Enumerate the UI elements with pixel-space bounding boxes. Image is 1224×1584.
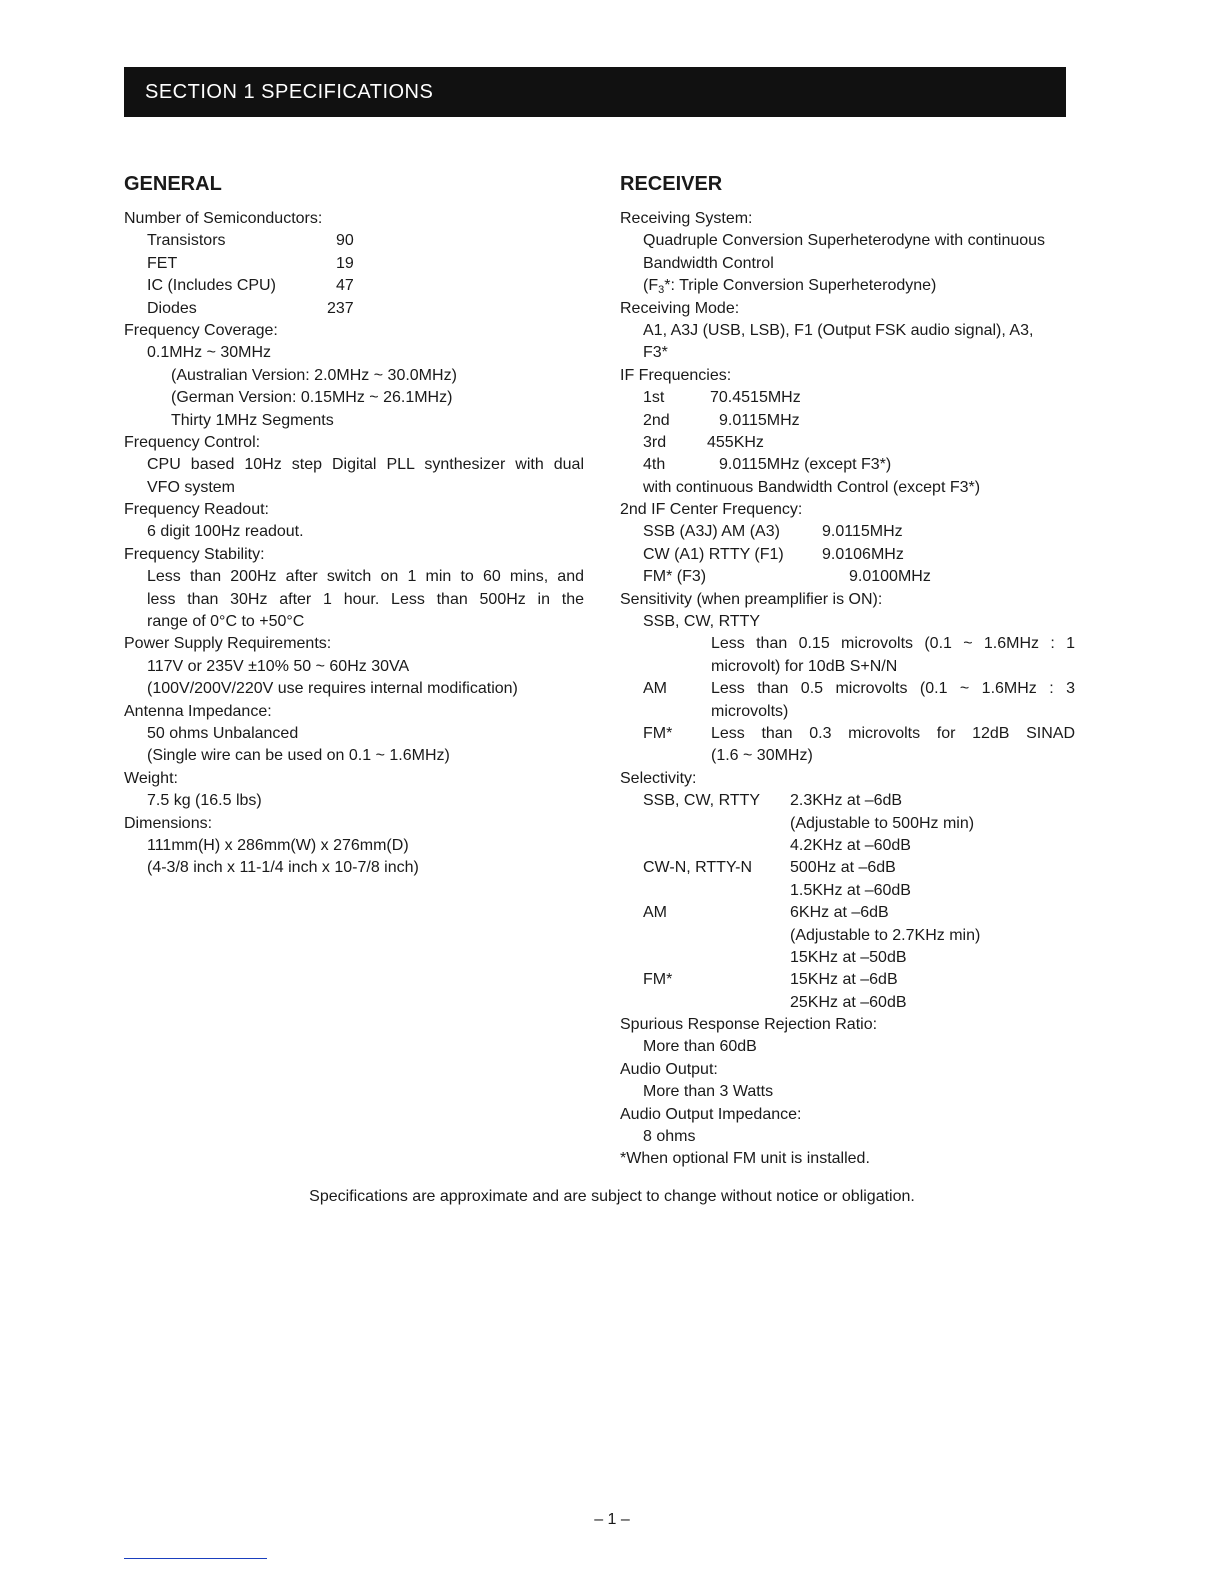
selectivity-row [620,835,1075,857]
selectivity-mode: FM* [643,971,673,989]
receiving-system-pre: (F [643,277,659,295]
receiving-mode-label: Receiving Mode: [620,299,740,317]
receiving-mode-line: A1, A3J (USB, LSB), F1 (Output FSK audio signal), A3, [643,321,1034,339]
selectivity-value: 15KHz at –50dB [790,948,907,966]
if-stage: 3rd [643,433,667,451]
power-label: Power Supply Requirements: [124,635,332,653]
semiconductor-name: FET [147,254,178,272]
spurious-label: Spurious Response Rejection Ratio: [620,1016,878,1034]
freq-stability-label: Frequency Stability: [124,545,265,563]
sensitivity-line: microvolt) for 10dB S+N/N [711,657,898,675]
selectivity-row [620,947,1075,969]
selectivity-mode: SSB, CW, RTTY [643,792,761,810]
selectivity-label: Selectivity: [620,769,697,787]
selectivity-value: 6KHz at –6dB [790,904,889,922]
section-title: SECTION 1 SPECIFICATIONS [145,81,434,103]
selectivity-value: 500Hz at –6dB [790,859,896,877]
if2-row [620,544,1075,566]
semiconductor-name: IC (Includes CPU) [147,277,276,295]
if2-value: 9.0100MHz [849,568,931,586]
if-value: 9.0115MHz [719,411,800,429]
sensitivity-text: Less than 0.5 microvolts (0.1 ~ 1.6MHz : 3 [711,680,1075,698]
selectivity-value: 2.3KHz at –6dB [790,792,903,810]
dimensions-line: (4-3/8 inch x 11-1/4 inch x 10-7/8 inch) [147,859,419,877]
selectivity-row [620,969,1075,991]
selectivity-row [620,902,1075,924]
if2-mode: SSB (A3J) AM (A3) [643,523,780,541]
if-row [620,387,1075,409]
sensitivity-line: (1.6 ~ 30MHz) [711,747,813,765]
antenna-line: (Single wire can be used on 0.1 ~ 1.6MHz) [147,747,450,765]
antenna-line: 50 ohms Unbalanced [147,724,299,742]
selectivity-value: (Adjustable to 2.7KHz min) [790,926,981,944]
sensitivity-row [620,723,1075,745]
audio-impedance-label: Audio Output Impedance: [620,1105,802,1123]
receiving-system-line: Bandwidth Control [643,254,774,272]
selectivity-value: 1.5KHz at –60dB [790,881,911,899]
selectivity-row [620,790,1075,812]
receiver-heading: RECEIVER [620,173,723,195]
semiconductor-count: 90 [336,232,354,250]
semiconductor-count: 19 [336,254,354,272]
freq-australian: (Australian Version: 2.0MHz ~ 30.0MHz) [171,366,457,384]
receiving-system-line [620,275,1075,297]
semiconductor-count: 47 [336,277,354,295]
sensitivity-mode: AM [643,680,667,698]
freq-control-line: VFO system [147,478,236,496]
if2-label: 2nd IF Center Frequency: [620,501,803,519]
semiconductor-name: Transistors [147,232,226,250]
selectivity-row [620,925,1075,947]
sensitivity-label: Sensitivity (when preamplifier is ON): [620,590,883,608]
selectivity-value: 15KHz at –6dB [790,971,898,989]
if2-row [620,566,1075,588]
weight-label: Weight: [124,769,178,787]
selectivity-row [620,880,1075,902]
receiving-system-label: Receiving System: [620,210,753,227]
if-value: 9.0115MHz (except F3*) [719,456,892,474]
receiving-system-sub: 3 [658,284,665,297]
if2-mode: CW (A1) RTTY (F1) [643,545,784,563]
freq-readout: 6 digit 100Hz readout. [147,523,304,541]
freq-coverage: 0.1MHz ~ 30MHz [147,344,272,362]
if2-value: 9.0115MHz [822,523,903,541]
freq-coverage-label: Frequency Coverage: [124,321,278,339]
fm-unit-note: *When optional FM unit is installed. [620,1150,870,1168]
if-note: with continuous Bandwidth Control (except F3*) [643,478,981,496]
semiconductor-row [124,253,584,275]
if2-value: 9.0106MHz [822,545,904,563]
semiconductor-row [124,275,584,297]
selectivity-mode: CW-N, RTTY-N [643,859,753,877]
section-title-banner [124,67,1066,117]
if-frequencies-label: IF Frequencies: [620,366,732,384]
if-stage: 2nd [643,411,670,429]
semiconductor-name: Diodes [147,299,197,317]
if-value: 455KHz [707,433,764,451]
dimensions-line: 111mm(H) x 286mm(W) x 276mm(D) [147,836,409,854]
dimensions-label: Dimensions: [124,814,213,832]
receiver-column [620,170,1075,1171]
antenna-label: Antenna Impedance: [124,702,272,720]
selectivity-value: 25KHz at –60dB [790,993,907,1011]
semiconductor-row [124,298,584,320]
page-number: – 1 – [594,1511,630,1528]
sensitivity-line [620,633,1075,655]
freq-readout-label: Frequency Readout: [124,501,269,519]
audio-output-label: Audio Output: [620,1060,718,1078]
bottom-rule [124,1558,267,1559]
selectivity-value: (Adjustable to 500Hz min) [790,814,975,832]
sensitivity-mode: SSB, CW, RTTY [643,613,761,631]
general-column [124,170,584,880]
receiving-system-post: *: Triple Conversion Superheterodyne) [664,277,937,295]
semiconductor-row [124,230,584,252]
if2-mode: FM* (F3) [643,568,707,586]
if-value: 70.4515MHz [710,389,801,407]
sensitivity-row [620,678,1075,700]
if-row [620,410,1075,432]
general-heading: GENERAL [124,173,222,195]
receiving-mode-line: F3* [643,344,668,362]
freq-german: (German Version: 0.15MHz ~ 26.1MHz) [171,389,453,407]
selectivity-value: 4.2KHz at –60dB [790,836,911,854]
specifications-disclaimer: Specifications are approximate and are subject to change without notice or obligation. [309,1188,915,1205]
if2-row [620,521,1075,543]
spurious-value: More than 60dB [643,1038,757,1056]
freq-control-line: CPU based 10Hz step Digital PLL synthesizer with dual [147,456,584,474]
weight-value: 7.5 kg (16.5 lbs) [147,792,262,810]
sensitivity-mode: FM* [643,724,673,742]
sensitivity-text: Less than 0.15 microvolts (0.1 ~ 1.6MHz : 1 [711,635,1075,653]
if-row [620,432,1075,454]
freq-segments: Thirty 1MHz Segments [171,411,334,429]
audio-output-value: More than 3 Watts [643,1083,774,1101]
selectivity-row [620,992,1075,1014]
sensitivity-text: Less than 0.3 microvolts for 12dB SINAD [711,724,1075,742]
sensitivity-line: microvolts) [711,702,789,720]
power-line: 117V or 235V ±10% 50 ~ 60Hz 30VA [147,657,410,675]
selectivity-row [620,857,1075,879]
freq-control-label: Frequency Control: [124,433,261,451]
audio-impedance-value: 8 ohms [643,1128,696,1146]
freq-stability-line: Less than 200Hz after switch on 1 min to 60 mins, and [147,568,584,586]
if-stage: 1st [643,389,665,407]
receiving-system-line: Quadruple Conversion Superheterodyne with continuous [643,232,1046,250]
if-row [620,454,1075,476]
freq-stability-line: less than 30Hz after 1 hour. Less than 500Hz in the [147,590,584,608]
selectivity-row [620,813,1075,835]
semiconductor-count: 237 [327,299,354,317]
if-stage: 4th [643,456,666,474]
selectivity-mode: AM [643,904,667,922]
power-line: (100V/200V/220V use requires internal modification) [147,680,518,698]
semiconductors-label: Number of Semiconductors: [124,210,323,227]
freq-stability-line: range of 0°C to +50°C [147,613,305,631]
